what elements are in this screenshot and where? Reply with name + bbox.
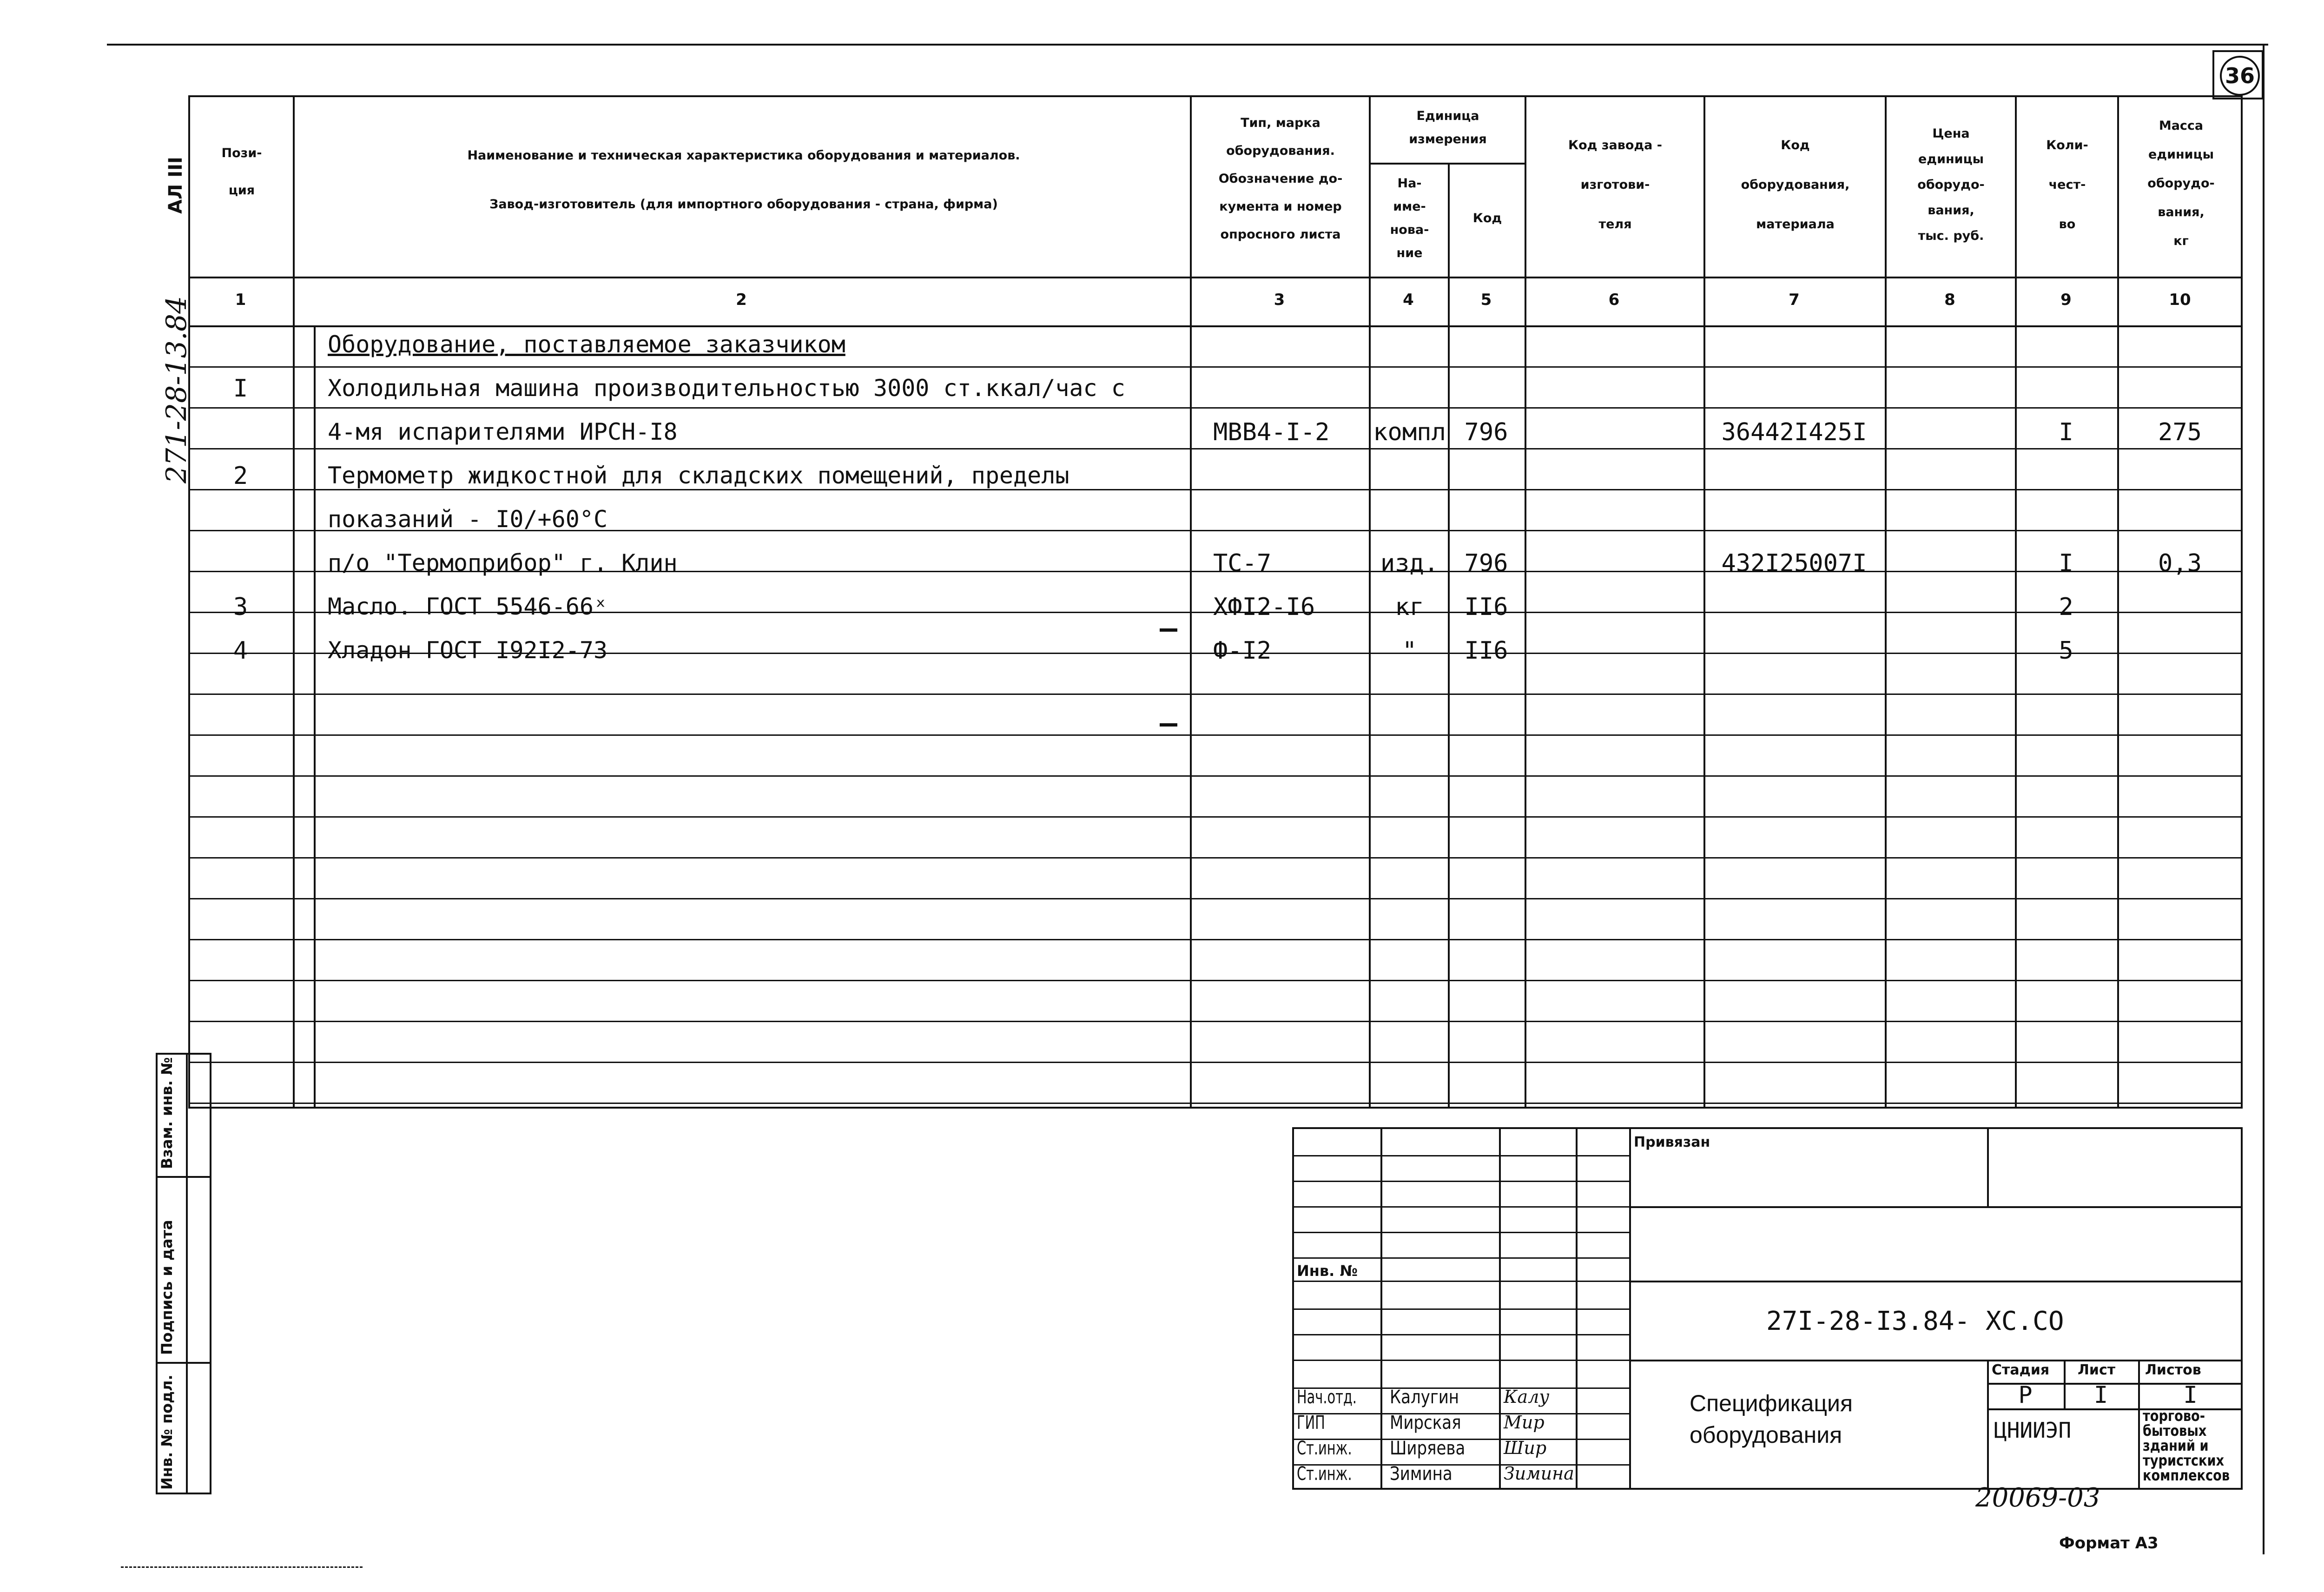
tb-grid-row [1292,1308,1629,1310]
sheet-number-circle: 36 [2220,56,2260,96]
row-type: МВВ4-I-2 [1213,418,1330,446]
tb-grid-row [1292,1155,1629,1156]
row-line [188,939,2243,940]
row-line [188,734,2243,736]
sheet-value: I [2093,1381,2108,1408]
row-qty: I [2059,418,2073,446]
organization: ЦНИИЭП [1994,1418,2072,1443]
row-name: 4-мя испарителями ИРСН-I8 [328,418,678,445]
row-pos: 4 [233,637,248,665]
row-ucode: 796 [1464,418,1508,446]
top-rule [107,44,2268,46]
sheets-value: I [2183,1381,2198,1408]
header-mass: Масса единицы оборудо- вания, кг [2147,119,2215,248]
sheet-label: Лист [2078,1362,2116,1378]
row-name: Холодильная машина производительностью 3000 ст.ккал/час с [328,375,1125,402]
col-line-6 [1703,95,1705,1109]
row-ucode: 796 [1464,549,1508,577]
header-equip-code: Код оборудования, материала [1741,138,1850,231]
approver-role: Ст.инж. [1297,1438,1352,1459]
tb-grid-row [1292,1281,1629,1282]
approver-name: Мирская [1390,1412,1461,1433]
row-line [188,980,2243,981]
approver-name: Зимина [1390,1463,1452,1485]
header-bottom [188,277,2243,278]
colnum-bottom [188,325,2243,327]
format-label: Формат А3 [2059,1534,2159,1552]
row-ecode: 36442I425I [1721,418,1867,446]
colnum-7: 7 [1789,291,1800,309]
col-line-3 [1369,95,1371,1109]
col-line-2b [314,325,316,1109]
approver-signature: Мир [1504,1412,1545,1433]
row-line [188,898,2243,899]
colnum-9: 9 [2060,291,2072,309]
col-line-5 [1525,95,1526,1109]
dash-mark [1160,628,1177,632]
approver-name: Калугин [1390,1387,1459,1408]
colnum-1: 1 [235,291,246,309]
row-line [188,489,2243,490]
tb-grid-row [1292,1360,1629,1361]
approver-signature: Калу [1504,1387,1550,1407]
row-ecode: 432I25007I [1721,549,1867,577]
left-stamp-col [186,1053,188,1494]
row-qty: I [2059,549,2073,577]
header-price: Цена единицы оборудо- вания, тыс. руб. [1917,126,1985,243]
right-rule [2263,44,2265,1554]
row-mass: 275 [2158,418,2202,446]
row-ucode: II6 [1464,593,1508,621]
colnum-2: 2 [736,291,747,309]
tb-grid-row [1292,1334,1629,1335]
approver-signature: Зимина [1504,1463,1574,1484]
colnum-10: 10 [2169,291,2191,309]
stage-label: Стадия [1992,1362,2050,1378]
row-line [188,694,2243,695]
tb-grid-row [1292,1232,1629,1233]
row-name: Оборудование, поставляемое заказчиком [328,331,845,358]
row-unit: компл [1373,418,1446,446]
row-name: п/о "Термоприбор" г. Клин [328,549,678,576]
header-unit-code: Код [1472,211,1502,225]
document-code: 27I-28-I3.84- ХС.СО [1766,1306,2064,1336]
header-unit: Единица измерения [1409,109,1487,146]
row-type: ТС-7 [1213,549,1272,577]
row-line [188,366,2243,368]
row-type: Ф-I2 [1213,637,1272,665]
row-line [188,775,2243,777]
organization-sub: торгово- бытовых зданий и туристских комплексов [2143,1407,2230,1484]
approver-role: Ст.инж. [1297,1463,1352,1485]
row-line [188,1103,2243,1104]
tb-right-v1 [1987,1127,1989,1206]
row-line [188,407,2243,409]
side-code: 271-28-13.84 [160,296,193,483]
dash-mark [1160,723,1177,727]
document-title: Спецификация оборудования [1690,1390,1853,1448]
sheet-number-badge [2212,50,2264,99]
row-pos: 3 [233,593,248,621]
row-name: Термометр жидкостной для складских помещений, пределы [328,462,1070,489]
row-line [188,1021,2243,1022]
tb-stage-v2 [2138,1360,2140,1490]
row-name: показаний - I0/+60°C [328,506,608,533]
row-line [188,1062,2243,1063]
approver-role: Нач.отд. [1297,1387,1357,1408]
header-qty: Коли- чест- во [2046,138,2088,231]
tb-right-v2 [1987,1360,1989,1490]
row-type: ХФI2-I6 [1213,593,1315,621]
left-stamp-inv-replace: Взам. инв. № [158,1057,176,1169]
row-line [188,816,2243,818]
header-factory-code: Код завода - изготови- теля [1568,138,1662,231]
sheets-label: Листов [2145,1362,2201,1378]
tb-grid-v4 [1629,1127,1631,1490]
row-name: Масло. ГОСТ 5546-66ˣ [328,593,608,620]
col-line-1 [293,95,295,1109]
left-stamp-div1 [156,1176,211,1178]
row-pos: 2 [233,462,248,490]
header-maker: Завод-изготовитель (для импортного оборудования - страна, фирма) [489,197,998,211]
header-type: Тип, марка оборудования. Обозначение до- кумента и номер опросного листа [1218,116,1343,242]
left-stamp-div2 [156,1362,211,1364]
unit-divider [1369,163,1525,165]
approver-name: Ширяева [1390,1438,1466,1459]
col-line-2 [1190,95,1192,1109]
bottom-dashes [121,1566,363,1568]
header-position: Пози- ция [221,146,262,198]
row-line [188,857,2243,859]
stage-value: Р [2018,1381,2033,1408]
tb-right-h3 [1629,1360,2243,1361]
row-ucode: II6 [1464,637,1508,665]
tb-grid-row [1292,1181,1629,1182]
row-unit: " [1402,637,1417,665]
colnum-6: 6 [1608,291,1620,309]
colnum-4: 4 [1403,291,1414,309]
tb-grid-row [1292,1206,1629,1208]
row-line [188,448,2243,449]
left-stamp-inv-orig: Инв. № подл. [158,1374,176,1490]
col-line-7 [1885,95,1887,1109]
left-stamp-sign-date: Подпись и дата [158,1220,176,1355]
header-unit-name: На- име- нова- ние [1390,176,1429,260]
row-mass: 0,3 [2158,549,2202,577]
row-unit: изд. [1380,549,1439,577]
colnum-5: 5 [1480,291,1492,309]
approver-role: ГИП [1297,1412,1325,1433]
row-qty: 5 [2059,637,2073,665]
inv-no-label: Инв. № [1297,1262,1358,1280]
archive-number: 20069-03 [1975,1483,2100,1513]
header-name: Наименование и техническая характеристика оборудования и материалов. [467,148,1020,163]
colnum-3: 3 [1274,291,1285,309]
tb-right-h2 [1629,1281,2243,1282]
colnum-8: 8 [1944,291,1955,309]
tb-right-h1 [1629,1206,2243,1208]
privyazan-label: Привязан [1634,1134,1710,1150]
row-unit: кг [1395,593,1424,621]
row-name: Хладон ГОСТ I92I2-73 [328,637,608,664]
col-line-9 [2117,95,2119,1109]
side-album: АЛ III [165,157,186,214]
row-pos: I [233,375,248,403]
tb-grid-row [1292,1257,1629,1259]
row-qty: 2 [2059,593,2073,621]
approver-signature: Шир [1504,1438,1547,1458]
